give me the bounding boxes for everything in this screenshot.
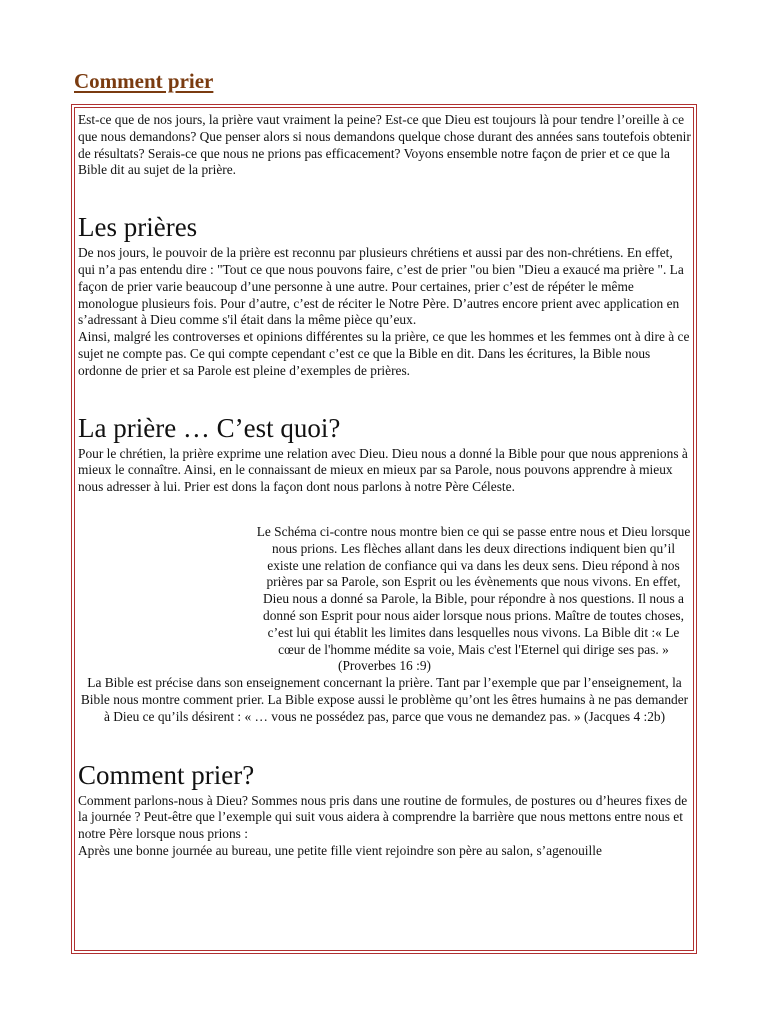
schema-figure-placeholder <box>78 524 256 658</box>
article-frame-inner <box>74 107 694 951</box>
article-frame <box>71 104 697 954</box>
schema-paragraph: Le Schéma ci-contre nous montre bien ce qui se passe entre nous et Dieu lorsque nous prions. Les flèches allant dans les deux directions indiquent bien qu’il existe une relation de confiance qui va dans les deux sens. Dieu répond à nos prières par sa Parole, son Esprit ou les évènements que nous vivons. En effet, Dieu nous a donné sa Parole, la Bible, pour répondre à nos questions. Il nous a donné son Esprit pour nous aider lorsque nous prions. Maître de toutes choses, c’est lui qui établit les limites dans lesquelles nous vivons. La Bible dit :« Le cœur de l'homme médite sa voie, Mais c'est l'Eternel qui dirige ses pas. » (Proverbes 16 :9) <box>256 523 691 674</box>
bible-paragraph: La Bible est précise dans son enseignement concernant la prière. Tant par l’exemple que par l’enseignement, la Bible nous montre comment prier. La Bible expose aussi le problème qu’ont les êtres humains à ne pas demander à Dieu ce qu’ils désirent : « … vous ne possédez pas, parce que vous ne demandez pas. » (Jacques 4 :2b) <box>80 675 689 724</box>
section-2-paragraph-1: Pour le chrétien, la prière exprime une relation avec Dieu. Dieu nous a donné la Bible pour que nous apprenions à mieux le connaître. Ainsi, en le connaissant de mieux en mieux par sa Parole, nous pouvons apprendre à mieux nous adresser à lui. Prier est dons la façon dont nous parlons à notre Père Céleste. <box>78 445 688 495</box>
section-heading-comment-prier: Comment prier? <box>78 759 255 790</box>
section-heading-la-priere: La prière … C’est quoi? <box>78 412 341 443</box>
section-1-paragraph-1: De nos jours, le pouvoir de la prière est reconnu par plusieurs chrétiens et aussi par des non-chrétiens. En effet, qui n’a pas entendu dire : "Tout ce que nous pouvons faire, c’est de prier "ou bien "Dieu a exaucé ma prière ". La façon de prier varie beaucoup d’une personne à une autre. Pour certaines, prier c’est de répéter le même monologue plusieurs fois. Pour d’autre, c’est de réciter le Notre Père. D’autres encore prient avec application en s’adressant à Dieu comme s'il était dans la même pièce qu’eux. <box>78 245 684 328</box>
intro-paragraph: Est-ce que de nos jours, la prière vaut vraiment la peine? Est-ce que Dieu est toujours là pour tendre l’oreille à ce que nous demandons? Que penser alors si nous demandons quelque chose durant des années sans toutefois obtenir de résultats? Serais-ce que nous ne prions pas efficacement? Voyons ensemble notre façon de prier et ce que la Bible dit au sujet de la prière. <box>78 112 691 178</box>
schema-block <box>78 524 691 675</box>
article-content <box>75 108 693 860</box>
section-3-paragraph-1: Comment parlons-nous à Dieu? Sommes nous pris dans une routine de formules, de postures ou d’heures fixes de la journée ? Peut-être que l’exemple qui suit vous aidera à comprendre la barrière que nous mettons entre nous et notre Père lorsque nous prions : <box>78 792 688 842</box>
section-1-paragraph-2: Ainsi, malgré les controverses et opinions différentes su la prière, ce que les hommes et les femmes ont à dire à ce sujet ne compte pas. Ce qui compte cependant c’est ce que la Bible en dit. Dans les écritures, la Bible nous ordonne de prier et sa Parole est pleine d’exemples de prières. <box>78 329 690 378</box>
page-title: Comment prier <box>74 69 214 93</box>
section-heading-les-prieres: Les prières <box>78 212 198 243</box>
section-3-paragraph-2: Après une bonne journée au bureau, une petite fille vient rejoindre son père au salon, s’agenouille <box>78 842 602 858</box>
